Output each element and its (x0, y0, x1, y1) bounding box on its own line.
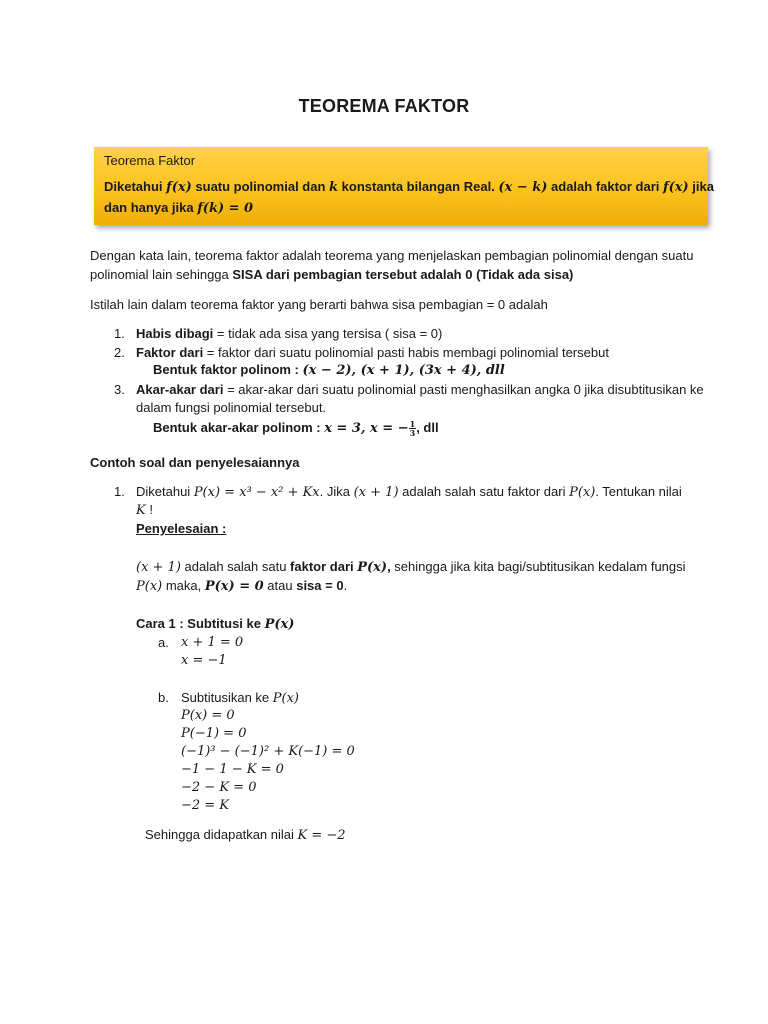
penyelesaian-label (136, 521, 226, 536)
bentuk-akar (153, 420, 439, 437)
math: K = −2 (297, 828, 346, 843)
fraction-denominator: 3 (409, 428, 416, 439)
soal-line1 (136, 484, 682, 500)
list-item-continuation: dalam fungsi polinomial tersebut. (136, 400, 327, 415)
section-heading (90, 455, 300, 470)
math: f(k) = 0 (197, 201, 254, 216)
text: ! (145, 502, 153, 517)
text: adalah faktor dari (547, 179, 664, 194)
math: P(x) = x³ − x² + Kx (193, 485, 320, 500)
bold-text: SISA dari pembagian tersebut adalah 0 (Tidak ada sisa) (232, 267, 574, 282)
theorem-box-heading: Teorema Faktor (104, 153, 196, 168)
math: x = 3, x = − (324, 421, 409, 436)
text: adalah salah satu faktor dari (398, 484, 570, 499)
step-line: −1 − 1 − K = 0 (181, 762, 284, 777)
math: P(x) (272, 691, 300, 706)
text: = akar-akar dari suatu polinomial pasti menghasilkan angka 0 jika disubtitusikan ke (223, 382, 704, 397)
math: f(x) (663, 180, 689, 195)
fraction-numerator: 1 (409, 419, 416, 430)
math: k (329, 180, 339, 195)
math: P(x) (569, 485, 596, 500)
expl-line1 (136, 559, 686, 575)
list-item (136, 326, 442, 341)
bold-text: Habis dibagi (136, 326, 214, 341)
math: P(x) = 0 (204, 579, 264, 594)
expl-line2 (136, 578, 347, 594)
bold-text: Penyelesaian : (136, 521, 227, 536)
step-line: x = −1 (181, 653, 227, 668)
step-line: P(x) = 0 (181, 708, 235, 723)
text: atau (263, 578, 297, 593)
intro-line2 (90, 267, 573, 282)
text: Subtitusikan ke (181, 690, 273, 705)
text: . (343, 578, 348, 593)
step-line: x + 1 = 0 (181, 635, 244, 650)
list-item (136, 345, 609, 360)
conclusion (145, 827, 346, 843)
theorem-box (94, 147, 714, 225)
math: K (136, 503, 146, 518)
step-intro (181, 690, 299, 706)
text: Sehingga didapatkan nilai (145, 827, 298, 842)
list-number: 3. (114, 382, 125, 397)
bold-text: , dll (416, 420, 439, 435)
text: = tidak ada sisa yang tersisa ( sisa = 0) (213, 326, 443, 341)
bold-text: Faktor dari (136, 345, 204, 360)
text: maka, (162, 578, 205, 593)
math: f(x) (166, 180, 192, 195)
bold-text: Cara 1 : Subtitusi ke (136, 616, 265, 631)
math: P(x) (357, 560, 388, 575)
bold-text: faktor dari (290, 559, 358, 574)
step-line: (−1)³ − (−1)² + K(−1) = 0 (181, 744, 355, 759)
text: sehingga jika kita bagi/subtitusikan kedalam fungsi (390, 559, 686, 574)
text: dan hanya jika (104, 200, 198, 215)
text: . Tentukan nilai (595, 484, 682, 499)
math: (x + 1) (353, 485, 399, 500)
list-number: 1. (114, 484, 125, 499)
text: Diketahui (104, 179, 167, 194)
bold-text: sisa = 0 (296, 578, 344, 593)
text: Diketahui (136, 484, 194, 499)
text: konstanta bilangan Real. (338, 179, 499, 194)
text: jika (688, 179, 714, 194)
math: P(x) (136, 579, 163, 594)
theorem-statement-line1 (104, 179, 714, 195)
step-line: P(−1) = 0 (181, 726, 247, 741)
list-number: 2. (114, 345, 125, 360)
math: P(x) (264, 617, 295, 632)
math: (x + 1) (136, 560, 181, 575)
bold-text: Bentuk akar-akar polinom : (153, 420, 325, 435)
soal-line2 (136, 502, 153, 518)
page-title: TEOREMA FAKTOR (298, 96, 470, 116)
bold-text: , (387, 559, 391, 574)
text: = faktor dari suatu polinomial pasti habis membagi polinomial tersebut (203, 345, 609, 360)
list-item (136, 382, 704, 397)
math: (x − 2), (x + 1), (3x + 4), dll (302, 363, 505, 378)
text: . Jika (319, 484, 354, 499)
bold-text: Akar-akar dari (136, 382, 224, 397)
text: polinomial lain sehingga (90, 267, 233, 282)
step-line: −2 − K = 0 (181, 780, 257, 795)
bold-text: Bentuk faktor polinom : (153, 362, 303, 377)
step-label: a. (158, 635, 169, 650)
text: suatu polinomial dan (191, 179, 330, 194)
bentuk-faktor (153, 362, 505, 378)
theorem-statement-line2 (104, 200, 253, 216)
cara1-heading (136, 616, 294, 632)
bold-text: Contoh soal dan penyelesaiannya (90, 455, 300, 470)
istilah-paragraph: Istilah lain dalam teorema faktor yang berarti bahwa sisa pembagian = 0 adalah (90, 297, 548, 312)
step-line: −2 = K (181, 798, 230, 813)
step-label: b. (158, 690, 169, 705)
intro-line1: Dengan kata lain, teorema faktor adalah teorema yang menjelaskan pembagian polinomial dengan suatu (90, 248, 694, 263)
list-number: 1. (114, 326, 125, 341)
math: (x − k) (498, 180, 548, 195)
text: adalah salah satu (180, 559, 291, 574)
